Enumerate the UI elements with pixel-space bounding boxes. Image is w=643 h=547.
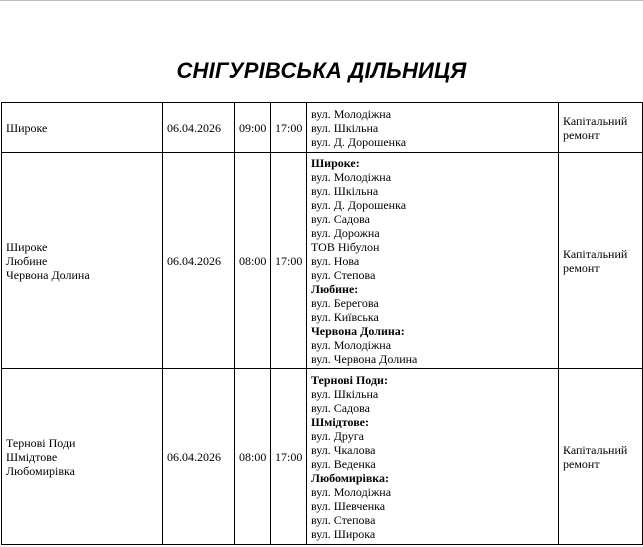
table-row xyxy=(2,369,643,545)
street-name: вул. Степова xyxy=(311,267,376,282)
settlements-cell xyxy=(2,103,163,153)
street-name: вул. Садова xyxy=(311,211,370,226)
street-name: вул. Широка xyxy=(311,526,376,541)
settlement-heading: Червона Долина: xyxy=(311,323,405,338)
outage-table xyxy=(1,102,643,545)
street-name: вул. Шкільна xyxy=(311,386,379,401)
settlement-name: Червона Долина xyxy=(6,267,90,282)
street-name: вул. Київська xyxy=(311,309,379,324)
settlement-name: Тернові Поди xyxy=(6,435,76,450)
table-row xyxy=(2,153,643,369)
street-name: вул. Молодіжна xyxy=(311,106,392,121)
settlement-name: Любине xyxy=(6,253,48,268)
street-name: вул. Молодіжна xyxy=(311,169,392,184)
street-name: вул. Нова xyxy=(311,253,360,268)
reason-text: Капітальний xyxy=(563,246,628,261)
settlement-heading: Тернові Поди: xyxy=(311,372,388,387)
street-name: вул. Садова xyxy=(311,400,370,415)
settlement-name: Широке xyxy=(6,239,48,254)
time-from-cell: 09:00 xyxy=(235,103,271,153)
reason-text: Капітальний xyxy=(563,442,628,457)
table-row xyxy=(2,103,643,153)
settlement-heading: Любине: xyxy=(311,281,359,296)
street-name: вул. Шкільна xyxy=(311,120,379,135)
streets-cell xyxy=(307,369,559,545)
street-name: вул. Молодіжна xyxy=(311,337,392,352)
reason-text: ремонт xyxy=(563,127,600,142)
settlement-heading: Любомирівка: xyxy=(311,470,390,485)
top-divider xyxy=(0,0,643,1)
outage-table-body xyxy=(2,103,643,545)
settlement-name: Широке xyxy=(6,120,48,135)
reason-cell xyxy=(559,153,643,369)
date-cell: 06.04.2026 xyxy=(163,103,235,153)
street-name: вул. Чкалова xyxy=(311,442,376,457)
street-name: вул. Веденка xyxy=(311,456,376,471)
time-to-cell: 17:00 xyxy=(271,103,307,153)
street-name: вул. Д. Дорошенка xyxy=(311,197,407,212)
time-from-cell: 08:00 xyxy=(235,153,271,369)
street-name: вул. Друга xyxy=(311,428,364,443)
settlement-heading: Широке: xyxy=(311,155,360,170)
reason-text: ремонт xyxy=(563,456,600,471)
date-cell: 06.04.2026 xyxy=(163,153,235,369)
street-name: вул. Молодіжна xyxy=(311,484,392,499)
settlements-cell xyxy=(2,369,163,545)
time-to-cell: 17:00 xyxy=(271,153,307,369)
street-name: вул. Степова xyxy=(311,512,376,527)
reason-cell xyxy=(559,369,643,545)
street-name: вул. Берегова xyxy=(311,295,379,310)
page-title: СНІГУРІВСЬКА ДІЛЬНИЦЯ xyxy=(176,58,467,83)
settlements-cell xyxy=(2,153,163,369)
settlement-name: Любомирівка xyxy=(6,463,75,478)
time-to-cell: 17:00 xyxy=(271,369,307,545)
settlement-heading: Шмідтове: xyxy=(311,414,369,429)
streets-cell xyxy=(307,153,559,369)
reason-text: Капітальний xyxy=(563,113,628,128)
date-cell: 06.04.2026 xyxy=(163,369,235,545)
streets-cell xyxy=(307,103,559,153)
street-name: вул. Червона Долина xyxy=(311,351,418,366)
street-name: вул. Дорожна xyxy=(311,225,380,240)
settlement-name: Шмідтове xyxy=(6,449,58,464)
street-name: вул. Шевченка xyxy=(311,498,386,513)
time-from-cell: 08:00 xyxy=(235,369,271,545)
street-name: ТОВ Нібулон xyxy=(311,239,380,254)
reason-text: ремонт xyxy=(563,260,600,275)
street-name: вул. Д. Дорошенка xyxy=(311,134,407,149)
reason-cell xyxy=(559,103,643,153)
street-name: вул. Шкільна xyxy=(311,183,379,198)
